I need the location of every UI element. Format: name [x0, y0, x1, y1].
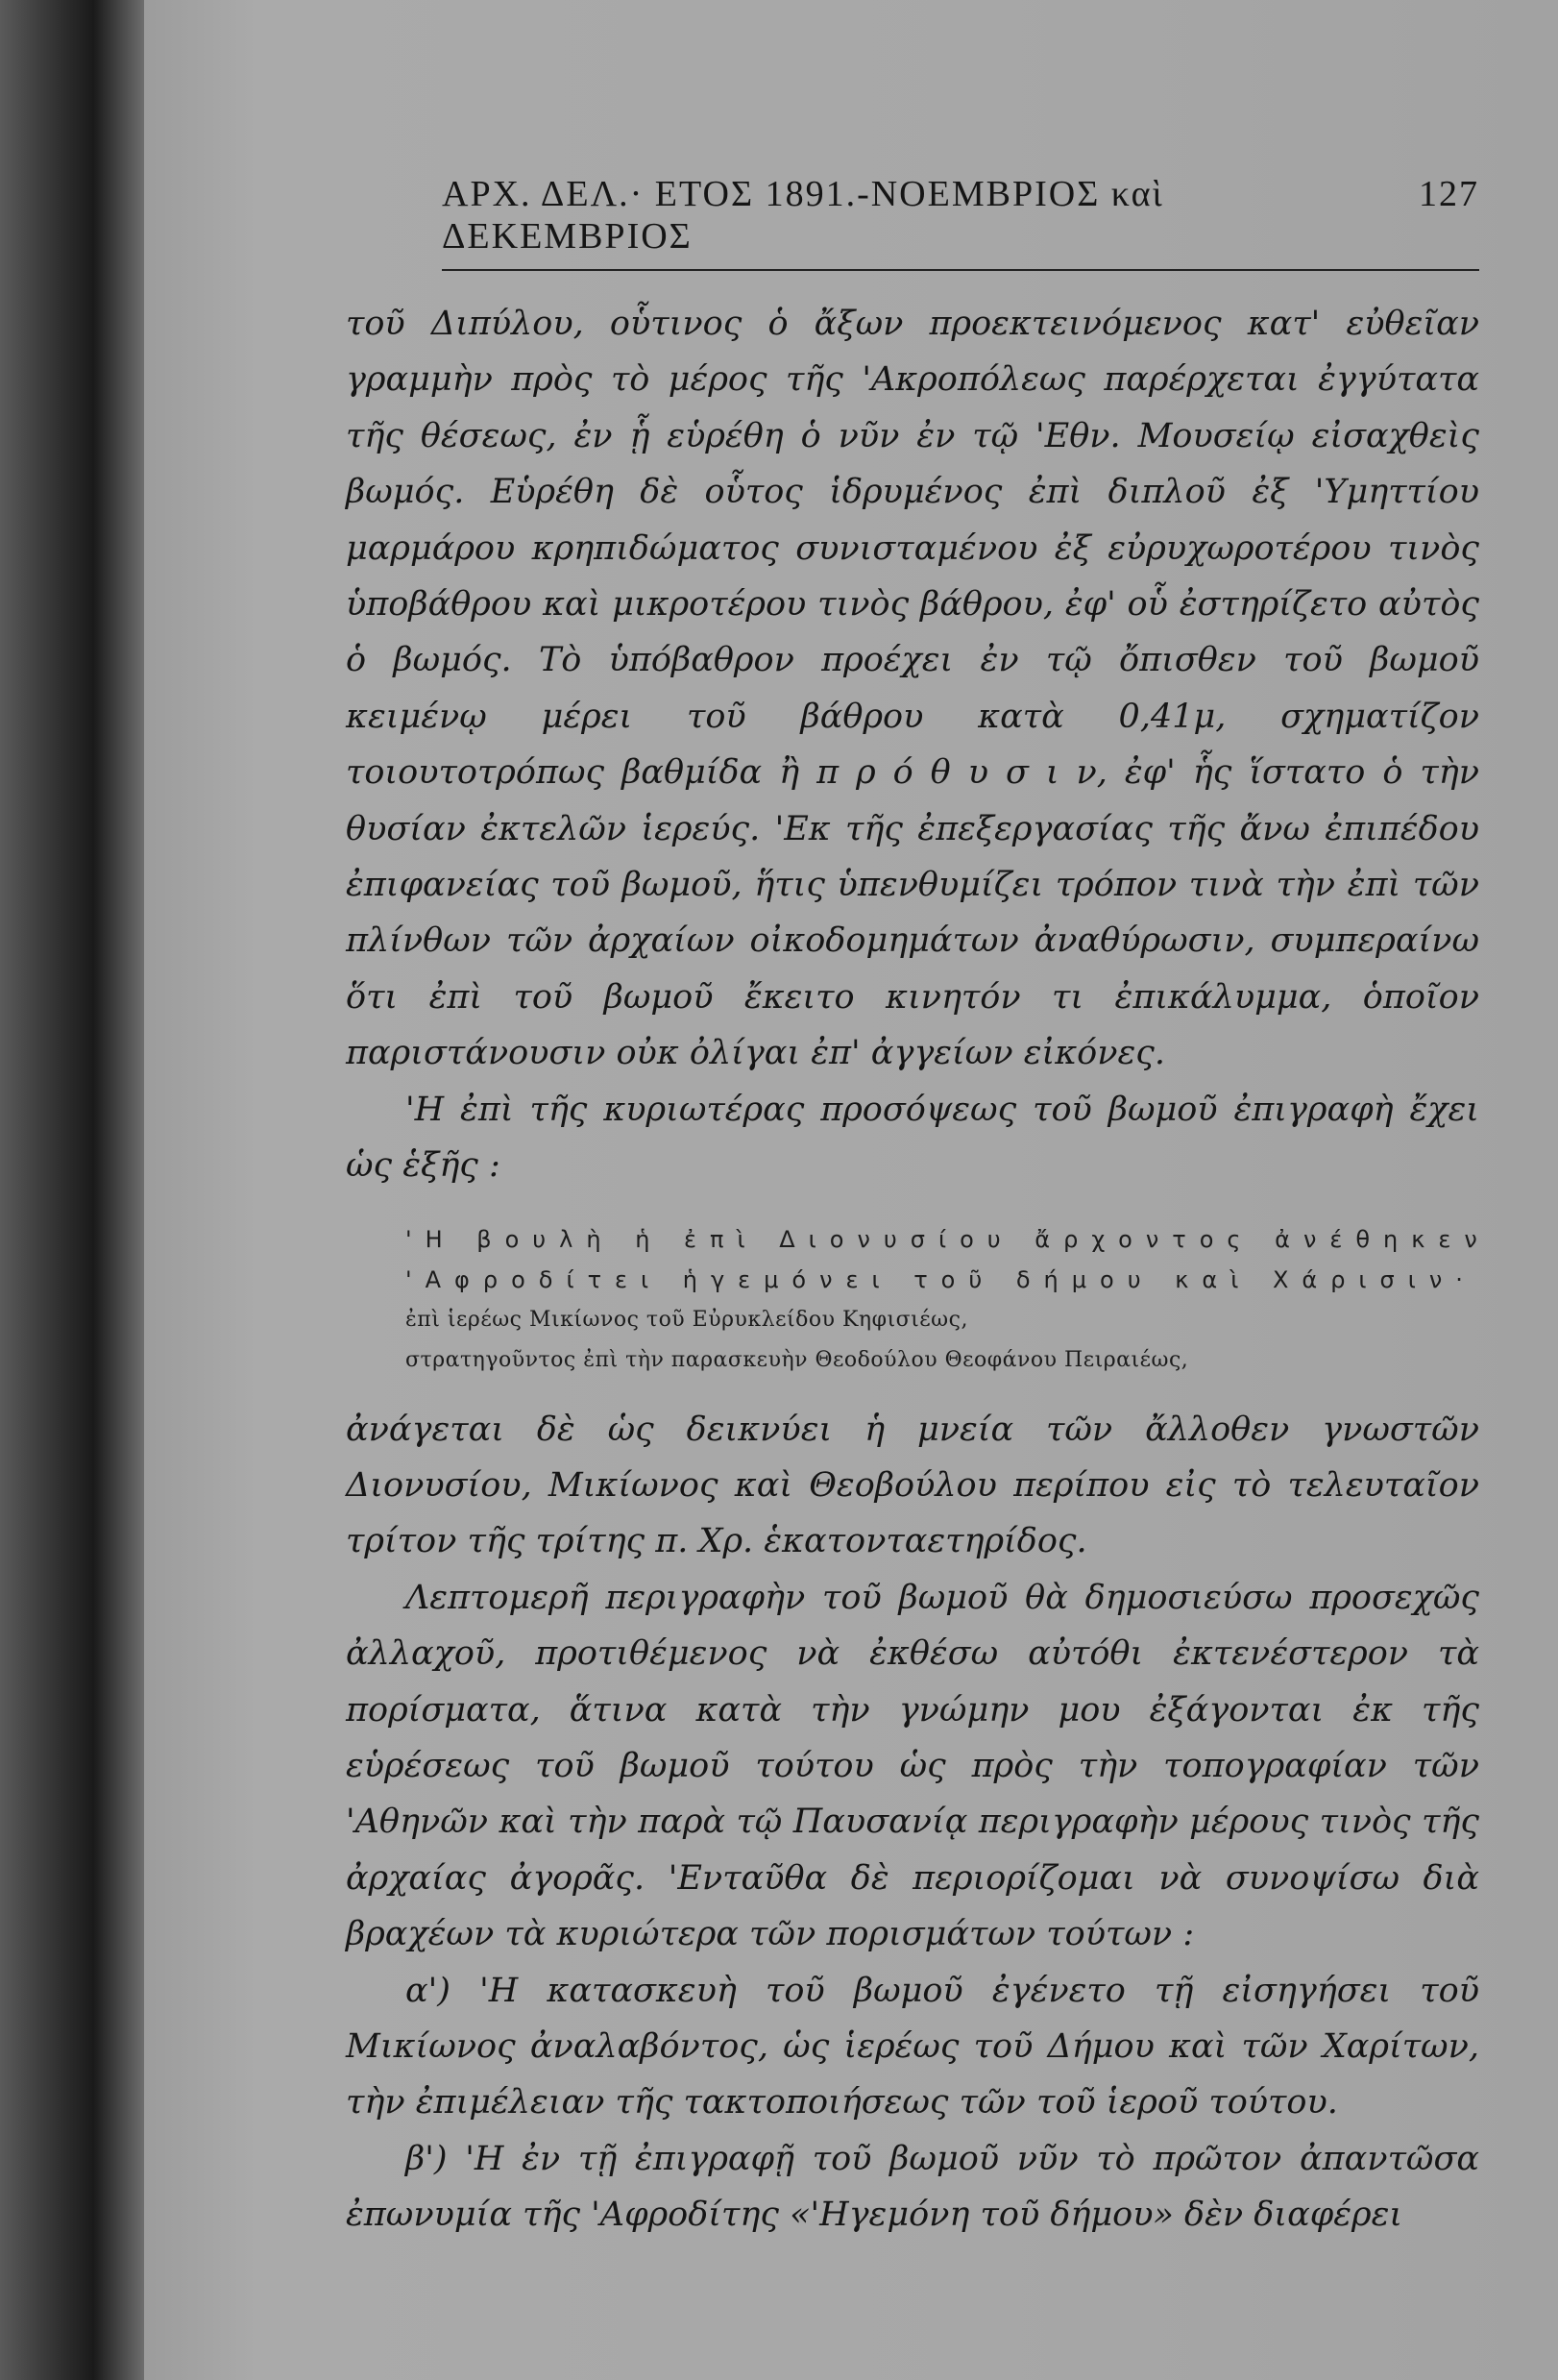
inscription-block	[405, 1219, 1491, 1381]
paragraph-2: 'Η ἐπὶ τῆς κυριωτέρας προσόψεως τοῦ βωμοῦ ἐπιγραφὴ ἔχει ὡς ἑξῆς :	[346, 1090, 1479, 1186]
header-rule	[442, 269, 1479, 271]
paragraph-4: Λεπτομερῆ περιγραφὴν τοῦ βωμοῦ θὰ δημοσιεύσω προσεχῶς ἀλλαχοῦ, προτιθέμενος νὰ ἐκθέσω αὐτόθι ἐκτενέστερον τὰ πορίσματα, ἅτινα κατὰ τὴν γνώμην μου ἐξάγονται ἐκ τῆς εὑρέσεως τοῦ βωμοῦ τούτου ὡς πρὸς τὴν τοπογραφίαν τῶν 'Αθηνῶν καὶ τὴν παρὰ τῷ Παυσανίᾳ περιγραφὴν μέρους τινὸς τῆς ἀρχαίας ἀγορᾶς. 'Ενταῦθα δὲ περιορίζομαι νὰ συνοψίσω διὰ βραχέων τὰ κυριώτερα τῶν πορισμάτων τούτων :	[346, 1578, 1479, 1954]
paragraph-1: τοῦ Διπύλου, οὗτινος ὁ ἄξων προεκτεινόμενος κατ' εὐθεῖαν γραμμὴν πρὸς τὸ μέρος τῆς 'Ακροπόλεως παρέρχεται ἐγγύτατα τῆς θέσεως, ἐν ᾗ εὑρέθη ὁ νῦν ἐν τῷ 'Εθν. Μουσείῳ εἰσαχθεὶς βωμός. Εὑρέθη δὲ οὗτος ἱδρυμένος ἐπὶ διπλοῦ ἐξ 'Υμηττίου μαρμάρου κρηπιδώματος συνισταμένου ἐξ εὐρυχωροτέρου τινὸς ὑποβάθρου καὶ μικροτέρου τινὸς βάθρου, ἐφ' οὗ ἐστηρίζετο αὐτὸς ὁ βωμός. Τὸ ὑπόβαθρον προέχει ἐν τῷ ὄπισθεν τοῦ βωμοῦ κειμένῳ μέρει τοῦ βάθρου κατὰ 0,41μ, σχηματίζον τοιουτοτρόπως βαθμίδα ἢ π ρ ό θ υ σ ι ν, ἐφ' ἧς ἵστατο ὁ τὴν θυσίαν ἐκτελῶν ἱερεύς. 'Εκ τῆς ἐπεξεργασίας τῆς ἄνω ἐπιπέδου ἐπιφανείας τοῦ βωμοῦ, ἥτις ὑπενθυμίζει τρόπον τινὰ τὴν ἐπὶ τῶν πλίνθων τῶν ἀρχαίων οἰκοδομημάτων ἀναθύρωσιν, συμπεραίνω ὅτι ἐπὶ τοῦ βωμοῦ ἔκειτο κινητόν τι ἐπικάλυμμα, ὁποῖον παριστάνουσιν οὐκ ὀλίγαι ἐπ' ἀγγείων εἰκόνες.	[346, 305, 1479, 1073]
paragraph-6: β') 'Η ἐν τῇ ἐπιγραφῇ τοῦ βωμοῦ νῦν τὸ πρῶτον ἀπαντῶσα ἐπωνυμία τῆς 'Αφροδίτης «'Ηγεμόνη τοῦ δήμου» δὲν διαφέρει	[346, 2139, 1479, 2235]
paragraph-3: ἀνάγεται δὲ ὡς δεικνύει ἡ μνεία τῶν ἄλλοθεν γνωστῶν Διονυσίου, Μικίωνος καὶ Θεοβούλου περίπου εἰς τὸ τελευταῖον τρίτον τῆς τρίτης π. Χρ. ἑκατονταετηρίδος.	[346, 1410, 1479, 1561]
running-header	[346, 173, 1479, 269]
paragraph-5: α') 'Η κατασκευὴ τοῦ βωμοῦ ἐγένετο τῇ εἰσηγήσει τοῦ Μικίωνος ἀναλαβόντος, ὡς ἱερέως τοῦ Δήμου καὶ τῶν Χαρίτων, τὴν ἐπιμέλειαν τῆς τακτοποιήσεως τῶν τοῦ ἱεροῦ τούτου.	[346, 1971, 1479, 2122]
inscription-line-3: ἐπὶ ἱερέως Μικίωνος τοῦ Εὐρυκλείδου Κηφισιέως,	[405, 1307, 968, 1332]
inscription-line-2: 'Αφροδίτει ἡγεμόνει τοῦ δήμου καὶ Χάρισιν·	[405, 1265, 1476, 1293]
running-header-title: ΑΡΧ. ΔΕΛ.· ΕΤΟΣ 1891.-ΝΟΕΜΒΡΙΟΣ καὶ ΔΕΚΕΜΒΡΙΟΣ	[442, 174, 1164, 257]
page-content	[346, 173, 1491, 2244]
inscription-line-1: 'Η βουλὴ ἡ ἐπὶ Διονυσίου ἄρχοντος ἀνέθηκεν	[405, 1225, 1491, 1253]
book-page	[144, 0, 1558, 2380]
body-text	[346, 296, 1491, 2244]
book-binding-shadow	[0, 0, 144, 2380]
page-number: 127	[1419, 174, 1479, 214]
inscription-line-4: στρατηγοῦντος ἐπὶ τὴν παρασκευὴν Θεοδούλου Θεοφάνου Πειραιέως,	[405, 1347, 1189, 1372]
